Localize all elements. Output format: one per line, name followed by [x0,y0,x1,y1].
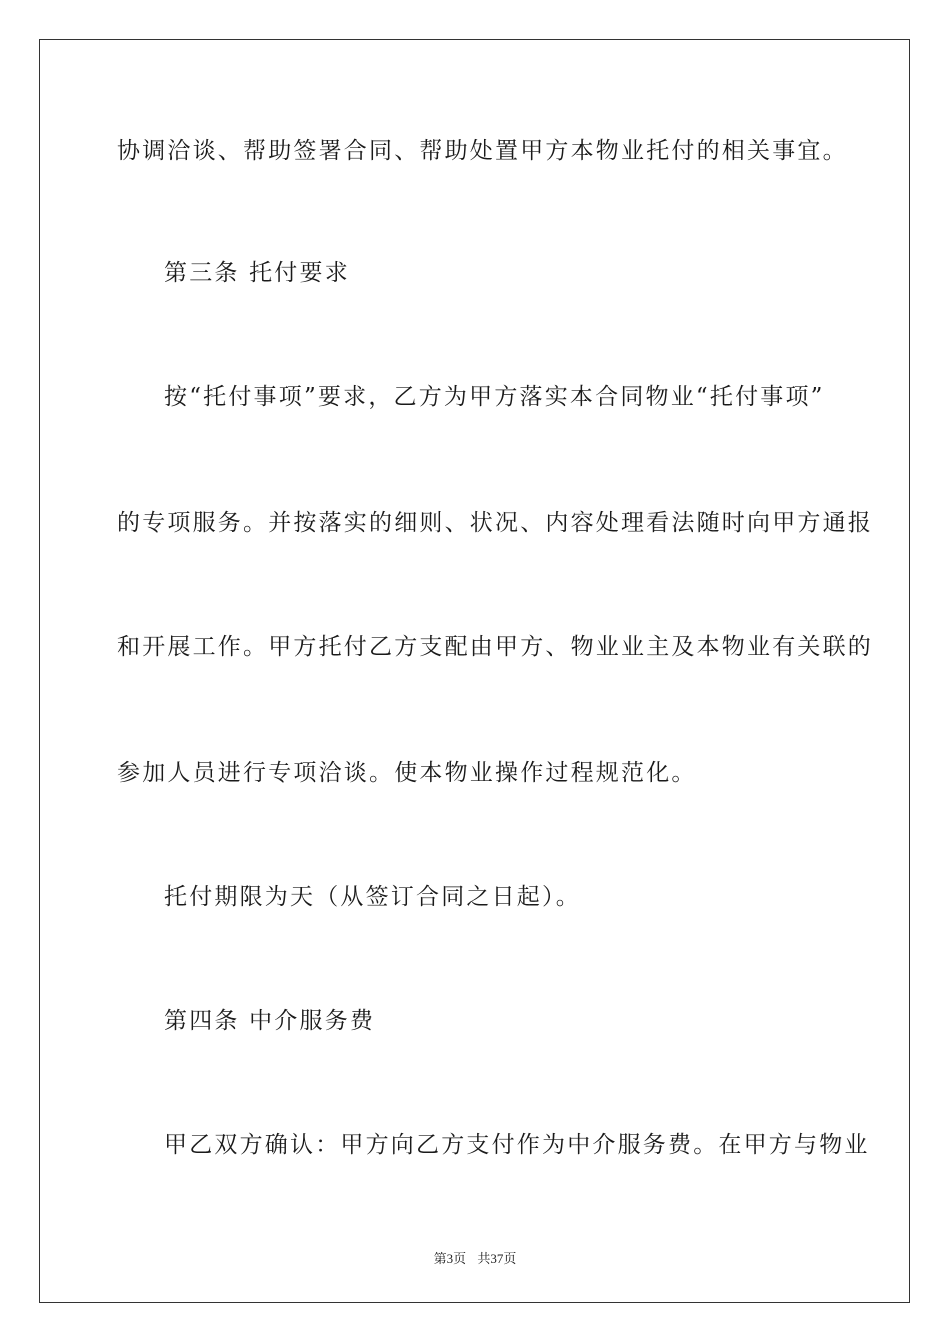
page-footer [0,1248,950,1267]
section-heading: 第三条 托付要求 [164,260,350,286]
page-border [39,39,910,1303]
paragraph-line: 参加人员进行专项洽谈。使本物业操作过程规范化。 [117,760,697,786]
page-total: 共37页 [477,1251,517,1266]
page-number: 第3页 [433,1251,467,1266]
paragraph-line: 甲乙双方确认：甲方向乙方支付作为中介服务费。在甲方与物业 [164,1132,870,1158]
paragraph-line: 和开展工作。甲方托付乙方支配由甲方、物业业主及本物业有关联的 [117,634,873,660]
paragraph-line: 协调洽谈、帮助签署合同、帮助处置甲方本物业托付的相关事宜。 [117,138,848,164]
section-heading: 第四条 中介服务费 [164,1008,376,1034]
paragraph-line: 托付期限为天（从签订合同之日起）。 [164,884,581,910]
paragraph-line: 的专项服务。并按落实的细则、状况、内容处理看法随时向甲方通报 [117,510,873,536]
paragraph-line: 按“托付事项”要求，乙方为甲方落实本合同物业“托付事项” [164,384,825,410]
